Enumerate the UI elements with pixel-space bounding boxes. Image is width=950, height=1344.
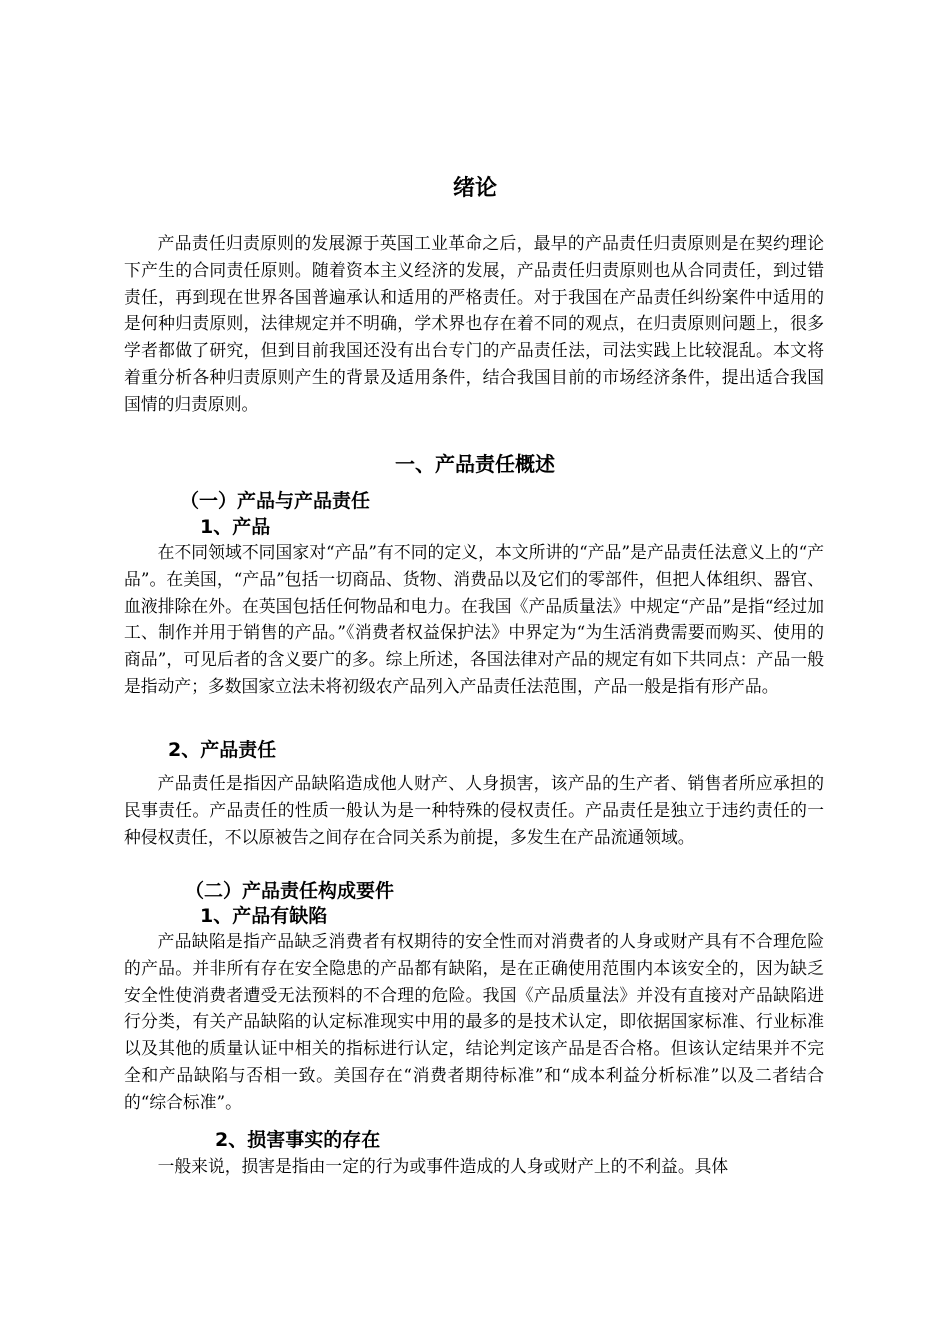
subsection-product-liability-paragraph: 产品责任是指因产品缺陷造成他人财产、人身损害，该产品的生产者、销售者所应承担的民事责任。产品责任的性质一般认为是一种特殊的侵权责任。产品责任是独立于违约责任的一种侵权责任，不以原被告之间存在合同关系为前提，多发生在产品流通领域。	[124, 773, 824, 847]
subsection-product-liability-heading: 2、产品责任	[168, 739, 277, 761]
subsection-product-paragraph: 在不同领域不同国家对“产品”有不同的定义，本文所讲的“产品”是产品责任法意义上的“产品”。在美国，“产品”包括一切商品、货物、消费品以及它们的零部件，但把人体组织、器官、血液排除在外。在英国包括任何物品和电力。在我国《产品质量法》中规定“产品”是指“经过加工、制作并用于销售的产品。”《消费者权益保护法》中界定为“为生活消费需要而购买、使用的商品”，可见后者的含义要广的多。综上所述，各国法律对产品的规定有如下共同点：产品一般是指动产；多数国家立法未将初级农产品列入产品责任法范围，产品一般是指有形产品。	[124, 542, 824, 696]
subsection-defect-heading: 1、产品有缺陷	[200, 905, 328, 927]
document-title: 绪论	[452, 176, 497, 201]
subsection-product-heading: 1、产品	[200, 516, 271, 538]
subsection-damage-heading: 2、损害事实的存在	[215, 1129, 381, 1151]
chapter-1-heading: 一、产品责任概述	[395, 452, 555, 476]
intro-paragraph: 产品责任归责原则的发展源于英国工业革命之后，最早的产品责任归责原则是在契约理论下产生的合同责任原则。随着资本主义经济的发展，产品责任归责原则也从合同责任，到过错责任，再到现在世界各国普遍承认和适用的严格责任。对于我国在产品责任纠纷案件中适用的是何种归责原则，法律规定并不明确，学术界也存在着不同的观点，在归责原则问题上，很多学者都做了研究，但到目前我国还没有出台专门的产品责任法，司法实践上比较混乱。本文将着重分析各种归责原则产生的背景及适用条件，结合我国目前的市场经济条件，提出适合我国国情的归责原则。	[124, 233, 824, 414]
section-2-heading: （二）产品责任构成要件	[185, 880, 395, 902]
subsection-defect-paragraph: 产品缺陷是指产品缺乏消费者有权期待的安全性而对消费者的人身或财产具有不合理危险的产品。并非所有存在安全隐患的产品都有缺陷，是在正确使用范围内本该安全的，因为缺乏安全性使消费者遭受无法预料的不合理的危险。我国《产品质量法》并没有直接对产品缺陷进行分类，有关产品缺陷的认定标准现实中用的最多的是技术认定，即依据国家标准、行业标准以及其他的质量认证中相关的指标进行认定，结论判定该产品是否合格。但该认定结果并不完全和产品缺陷与否相一致。美国存在“消费者期待标准”和“成本利益分析标准”以及二者结合的“综合标准”。	[124, 931, 824, 1112]
subsection-damage-paragraph: 一般来说，损害是指由一定的行为或事件造成的人身或财产上的不利益。具体	[157, 1156, 729, 1176]
section-1-heading: （一）产品与产品责任	[180, 490, 371, 512]
